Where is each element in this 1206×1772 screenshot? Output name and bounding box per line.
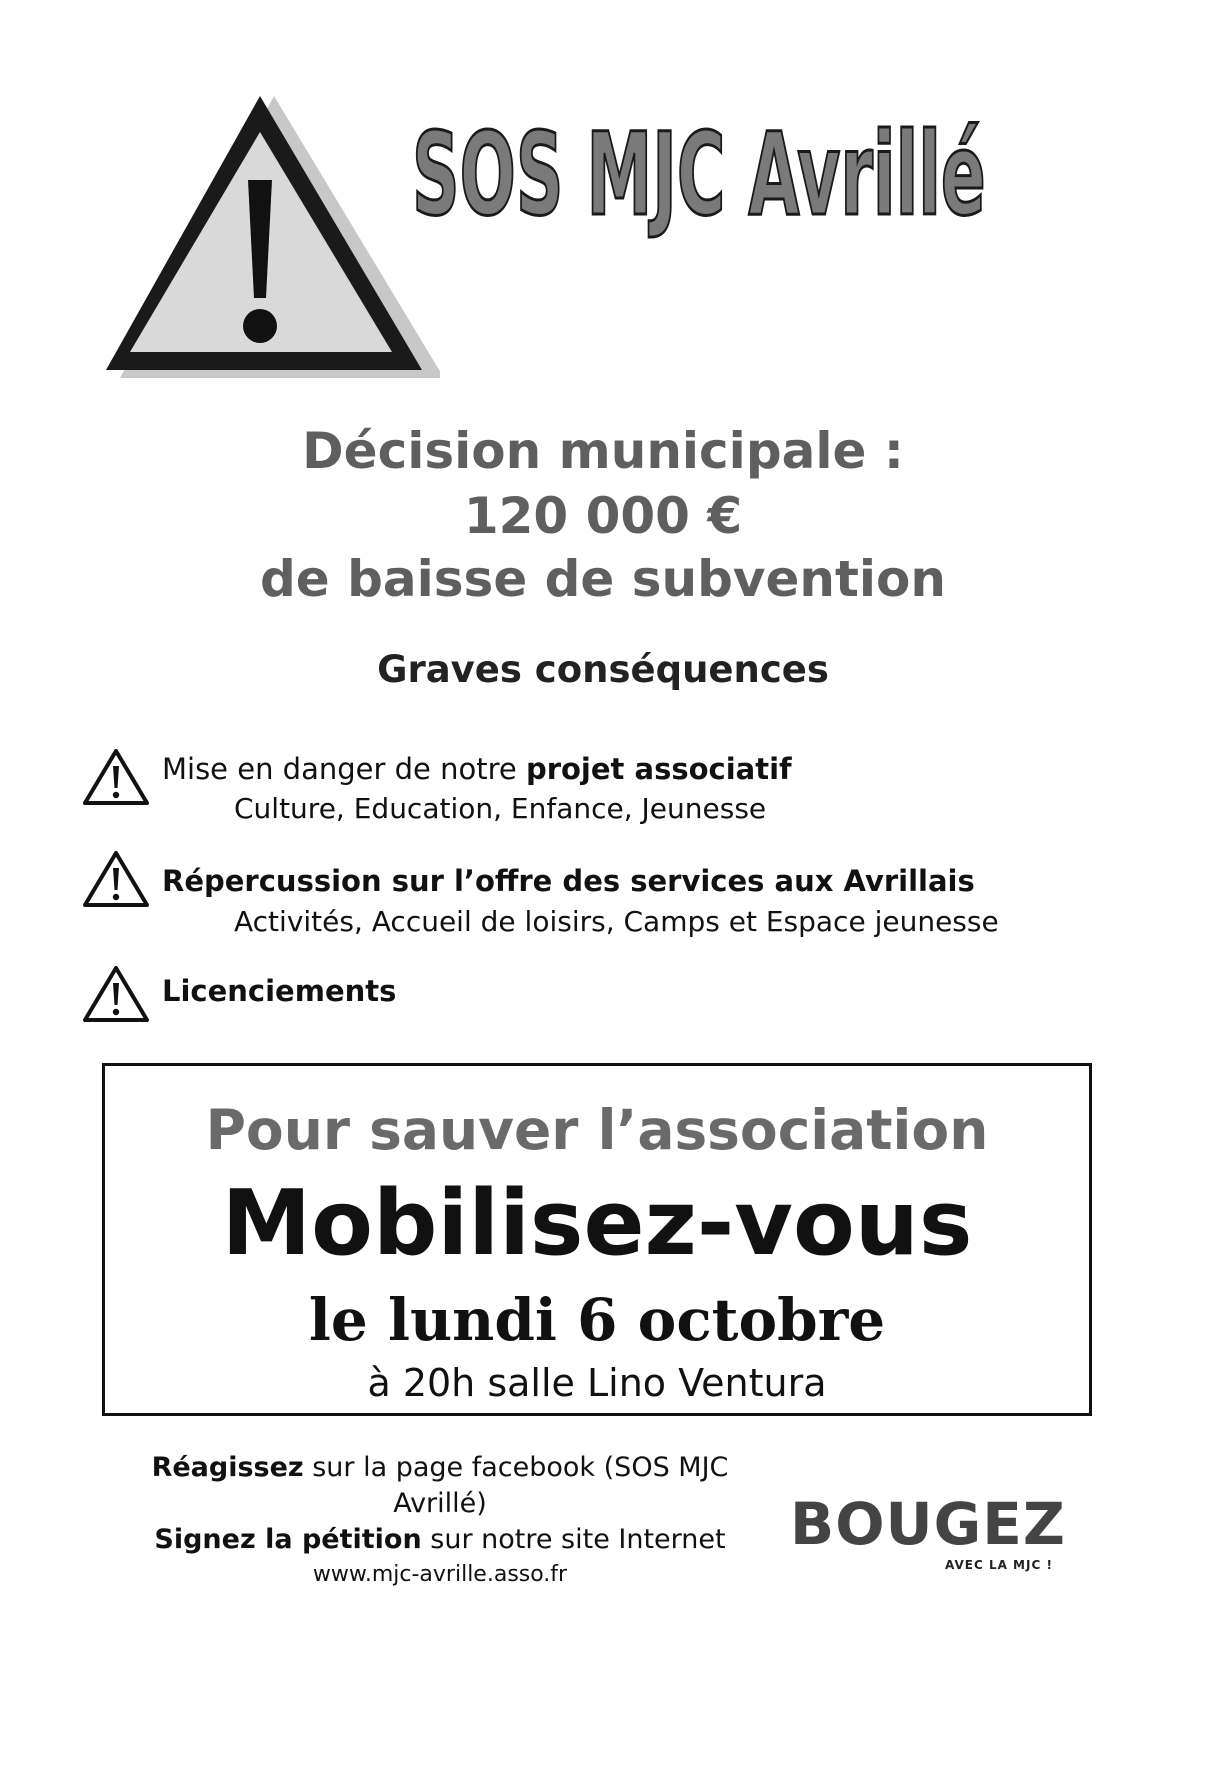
react-facebook-line-2: Avrillé) bbox=[393, 1488, 487, 1519]
consequence-1-detail: Culture, Education, Enfance, Jeunesse bbox=[234, 792, 767, 825]
call-to-action-box bbox=[102, 1063, 1092, 1416]
event-time-place: à 20h salle Lino Ventura bbox=[367, 1361, 827, 1405]
headline-amount: 120 000 € bbox=[463, 487, 743, 545]
consequence-2-text bbox=[162, 864, 975, 898]
website-url[interactable]: www.mjc-avrille.asso.fr bbox=[312, 1562, 568, 1587]
mobilise-heading: Mobilisez-vous bbox=[221, 1171, 973, 1276]
warning-triangle-icon bbox=[82, 850, 150, 908]
warning-triangle-icon bbox=[82, 965, 150, 1023]
consequence-1-plain: Mise en danger de notre bbox=[162, 752, 526, 786]
warning-triangle-icon bbox=[100, 88, 440, 388]
logo-tagline: AVEC LA MJC ! bbox=[945, 1558, 1053, 1572]
bougez-logo bbox=[790, 1480, 1080, 1575]
event-date: le lundi 6 octobre bbox=[308, 1286, 886, 1354]
consequence-2-bold: Répercussion sur l’offre des services aux Avrillais bbox=[162, 864, 975, 898]
headline-subsidy-cut: de baisse de subvention bbox=[260, 550, 946, 608]
headline-decision: Décision municipale : bbox=[302, 422, 904, 480]
react-facebook-line bbox=[130, 1452, 750, 1483]
sign-bold: Signez la pétition bbox=[154, 1524, 422, 1555]
save-association-text: Pour sauver l’association bbox=[205, 1098, 989, 1162]
consequence-3-text bbox=[162, 974, 396, 1008]
consequence-1-bold: projet associatif bbox=[525, 752, 792, 786]
consequence-2-detail: Activités, Accueil de loisirs, Camps et Espace jeunesse bbox=[234, 905, 999, 938]
react-bold: Réagissez bbox=[151, 1452, 304, 1483]
consequences-title: Graves conséquences bbox=[377, 648, 829, 691]
sign-text: sur notre site Internet bbox=[421, 1524, 726, 1555]
logo-wordmark: BOUGEZ bbox=[790, 1490, 1066, 1558]
consequence-3-bold: Licenciements bbox=[162, 974, 397, 1008]
sign-petition-line bbox=[130, 1524, 750, 1555]
warning-triangle-icon bbox=[82, 748, 150, 806]
page-title: SOS MJC Avrillé bbox=[412, 108, 986, 241]
react-text: sur la page facebook (SOS MJC bbox=[303, 1452, 729, 1483]
consequence-1-text bbox=[162, 752, 792, 786]
